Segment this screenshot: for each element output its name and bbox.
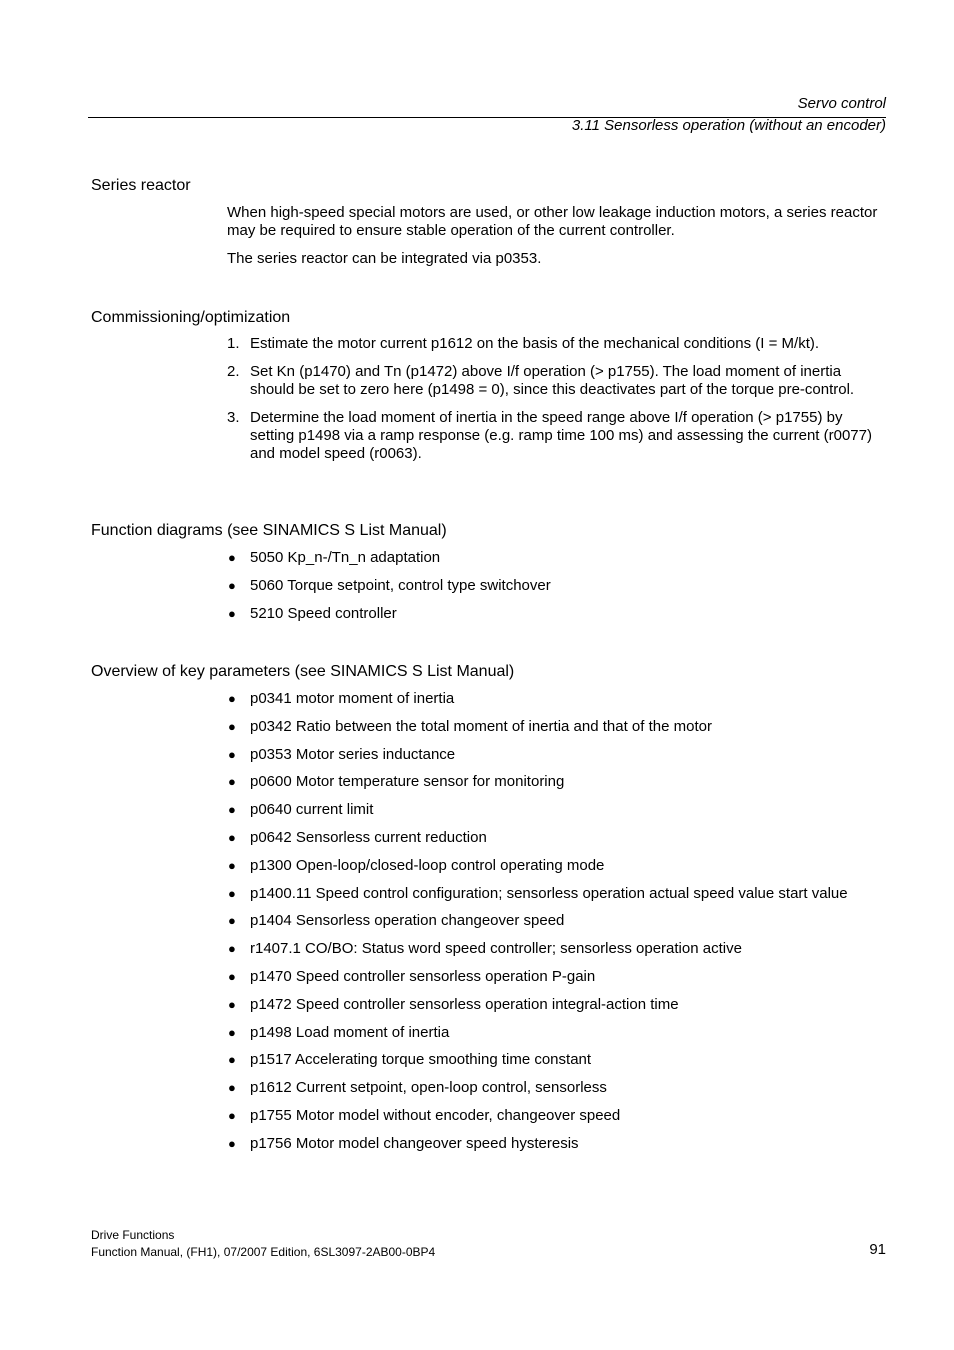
list-item-text: 5060 Torque setpoint, control type switchover (250, 576, 551, 594)
bullet-icon: ● (228, 1080, 236, 1096)
list-item-text: p0642 Sensorless current reduction (250, 828, 487, 846)
paragraph: When high-speed special motors are used, or other low leakage induction motors, a series reactor may be required to ensure stable operation of the current controller. (227, 204, 878, 239)
bullet-icon: ● (228, 577, 236, 593)
list-item (227, 801, 887, 819)
page-number: 91 (869, 1241, 886, 1258)
bullet-icon: ● (228, 746, 236, 762)
bullet-icon: ● (228, 857, 236, 873)
list-item (227, 690, 887, 708)
commissioning-steps-list (227, 335, 887, 473)
bullet-icon: ● (228, 885, 236, 901)
list-item (227, 912, 887, 930)
list-item-text: p1300 Open-loop/closed-loop control operating mode (250, 856, 605, 874)
bullet-icon: ● (228, 605, 236, 621)
step-number: 1. (227, 335, 240, 352)
list-item-text: p1404 Sensorless operation changeover speed (250, 912, 565, 930)
step-text: Estimate the motor current p1612 on the basis of the mechanical conditions (I = M/kt). (250, 335, 820, 352)
bullet-icon: ● (228, 691, 236, 706)
footer-line: Function Manual, (FH1), 07/2007 Edition, 6SL3097-2AB00-0BP4 (91, 1245, 436, 1259)
list-item-text: p1400.11 Speed control configuration; sensorless operation actual speed value start value (250, 884, 848, 902)
bullet-icon: ● (228, 718, 236, 734)
list-item (227, 1024, 887, 1042)
list-item-text: p1756 Motor model changeover speed hysteresis (250, 1134, 579, 1152)
list-item (227, 885, 887, 903)
running-header-chapter: Servo control (797, 95, 886, 112)
list-item (227, 940, 887, 958)
key-parameters-list (227, 690, 887, 1163)
list-item-text: p0353 Motor series inductance (250, 745, 456, 763)
bullet-icon: ● (228, 968, 236, 984)
list-item-text: p0640 current limit (250, 801, 374, 819)
bullet-icon: ● (228, 550, 236, 565)
bullet-icon: ● (228, 1024, 236, 1040)
list-item-text: 5050 Kp_n-/Tn_n adaptation (250, 549, 441, 566)
list-item (227, 1079, 887, 1097)
list-item (227, 605, 887, 623)
bullet-icon: ● (228, 913, 236, 929)
list-item (227, 1135, 887, 1153)
list-item-text: p1612 Current setpoint, open-loop control, sensorless (250, 1079, 607, 1097)
list-item (227, 335, 887, 353)
heading-series-reactor: Series reactor (91, 177, 191, 194)
list-item (227, 718, 887, 736)
list-item-text: 5210 Speed controller (250, 604, 397, 622)
list-item (227, 549, 887, 567)
bullet-icon: ● (228, 1135, 236, 1151)
paragraph: The series reactor can be integrated via p0353. (227, 250, 542, 267)
step-number: 3. (227, 409, 240, 426)
step-text: Set Kn (p1470) and Tn (p1472) above I/f operation (> p1755). The load moment of inertia should be set to zero here (p1498 = 0), since this deactivates part of the torque pre-control. (250, 363, 855, 398)
heading-commissioning: Commissioning/optimization (91, 309, 291, 326)
list-item-text: p0342 Ratio between the total moment of inertia and that of the motor (250, 717, 712, 735)
list-item (227, 773, 887, 791)
bullet-icon: ● (228, 941, 236, 957)
list-item-text: p0341 motor moment of inertia (250, 690, 455, 707)
list-item-text: r1407.1 CO/BO: Status word speed controller; sensorless operation active (250, 940, 742, 958)
list-item-text: p0600 Motor temperature sensor for monitoring (250, 773, 565, 791)
running-header-section: 3.11 Sensorless operation (without an encoder) (571, 117, 886, 134)
heading-key-parameters: Overview of key parameters (see SINAMICS S List Manual) (91, 663, 515, 680)
list-item (227, 996, 887, 1014)
bullet-icon: ● (228, 802, 236, 818)
bullet-icon: ● (228, 1052, 236, 1068)
footer-document-info (91, 1227, 435, 1261)
step-text: Determine the load moment of inertia in the speed range above I/f operation (> p1755) by setting p1498 via a ramp response (e.g. ramp time 100 ms) and assessing the current (r0077) and model speed (r0063). (250, 409, 872, 462)
step-number: 2. (227, 363, 240, 380)
list-item (227, 577, 887, 595)
list-item-text: p1472 Speed controller sensorless operation integral-action time (250, 995, 679, 1013)
list-item (227, 1107, 887, 1125)
bullet-icon: ● (228, 1107, 236, 1123)
list-item (227, 829, 887, 847)
heading-function-diagrams: Function diagrams (see SINAMICS S List Manual) (91, 522, 447, 539)
list-item (227, 409, 887, 463)
list-item (227, 363, 887, 399)
bullet-icon: ● (228, 996, 236, 1012)
function-diagrams-list (227, 549, 887, 632)
bullet-icon: ● (228, 774, 236, 790)
list-item-text: p1470 Speed controller sensorless operation P-gain (250, 967, 596, 985)
footer-line: Drive Functions (91, 1228, 175, 1242)
list-item-text: p1517 Accelerating torque smoothing time constant (250, 1051, 592, 1069)
list-item (227, 857, 887, 875)
list-item (227, 1051, 887, 1069)
list-item-text: p1755 Motor model without encoder, changeover speed (250, 1106, 621, 1124)
list-item (227, 746, 887, 764)
bullet-icon: ● (228, 829, 236, 845)
list-item (227, 968, 887, 986)
list-item-text: p1498 Load moment of inertia (250, 1023, 450, 1041)
